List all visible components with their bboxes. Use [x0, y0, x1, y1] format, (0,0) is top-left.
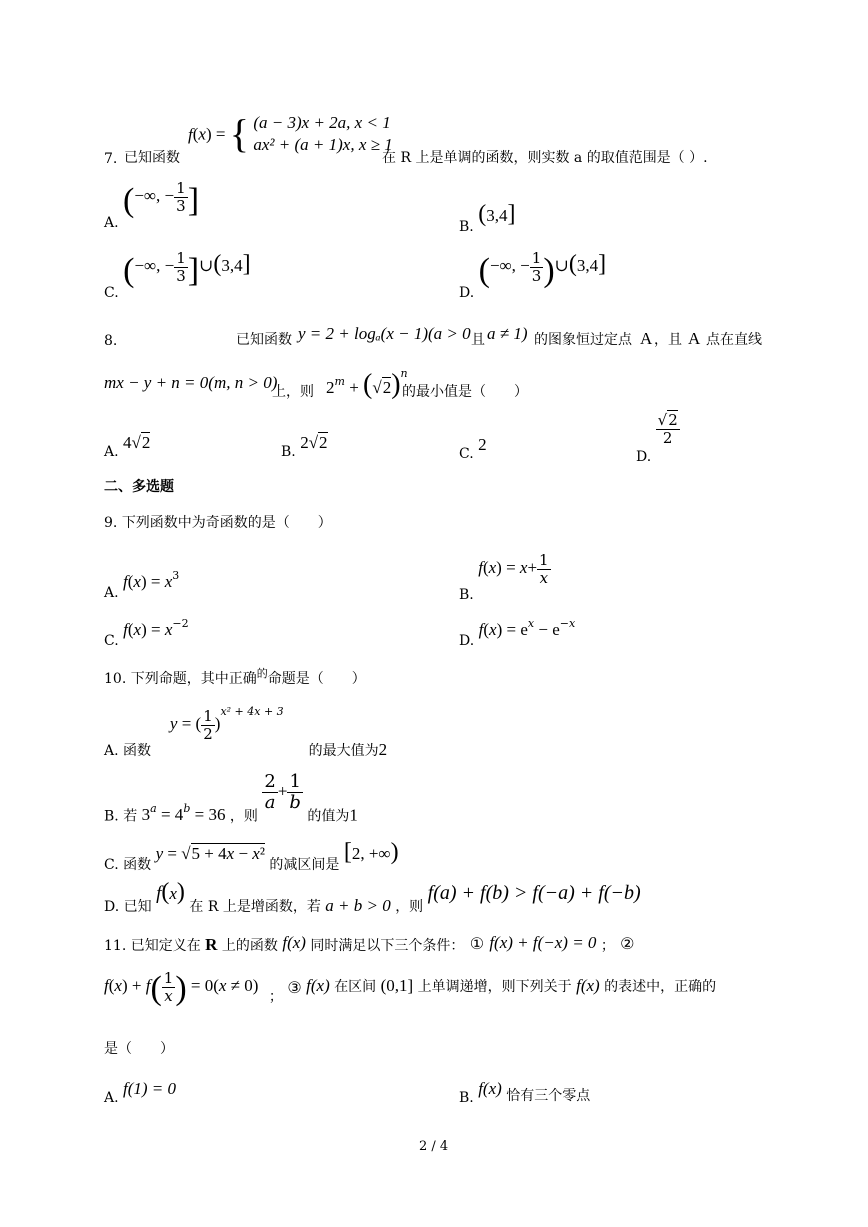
q8-option-c: C. 2 — [459, 435, 487, 462]
q10-option-d: D. 已知 f(x) 在 R 上是增函数，若 a + b > 0 ，则 f(a) + f(b) > f(−a) + f(−b) — [104, 879, 641, 915]
q8-cond2: a ≠ 1) — [487, 324, 528, 343]
q9-option-c: C. $f(x) = x^{-2}$ — [104, 617, 189, 649]
q7-option-d-label: D. — [459, 285, 475, 301]
q7-option-a-label: A. — [104, 215, 119, 231]
q7-option-b: B. (3,4] — [459, 201, 516, 235]
q9-stem: 9. 下列函数中为奇函数的是（ ） — [104, 515, 332, 531]
q9-option-a: A. $f(x) = x^3$ — [104, 569, 180, 601]
q8-point-a-2: A — [688, 329, 701, 348]
q11-stem-line2: f(x) + f( $\frac{1}{x}$ ) = 0(x ≠ 0) ； ③ f(x) 在区间 (0,1] 上单调递增，则下列关于 f(x) 的表述中，正确的 — [104, 969, 717, 1007]
q8-tail1: 的图象恒过定点 — [534, 332, 632, 348]
q11-option-b: B. f(x) 恰有三个零点 — [459, 1079, 591, 1106]
q7-tail: 在 R 上是单调的函数，则实数 a 的取值范围是（ ）. — [382, 150, 708, 166]
q10-option-a: A. 函数 y = ( $\frac{1}{2}$ )$^{x^2 + 4x + 3}$ 的最大值为2 — [104, 705, 388, 759]
q7-option-d: D. (−∞, − $\frac{1}{3}$ )∪(3,4] — [459, 249, 607, 301]
q8-cond: 且 — [471, 332, 485, 348]
q11-stem-line1: 11. 已知定义在 R 上的函数 f(x) 同时满足以下三个条件： ① f(x) + f(−x) = 0 ； ② — [104, 933, 635, 954]
q8-point-a: A — [640, 329, 653, 348]
q7-option-a: A. (−∞, − $\frac{1}{3}$ ] — [104, 179, 200, 231]
q8-line2b: 上，则 — [272, 384, 314, 400]
q10-stem: 10. 下列命题，其中正确$^的$命题是（ ） — [104, 667, 366, 687]
q8-tail3: 点在直线 — [706, 332, 762, 348]
q8-option-b: B. 2√2 — [281, 433, 328, 460]
q8-line2c: 的最小值是（ ） — [402, 384, 528, 400]
q7-option-b-label: B. — [459, 219, 474, 235]
q7-option-c: C. (−∞, − $\frac{1}{3}$ ]∪(3,4] — [104, 249, 251, 301]
q11-option-a: A. f(1) = 0 — [104, 1079, 177, 1106]
q8-function: y = 2 + logₐ(x − 1)(a > 0 — [298, 324, 471, 343]
q7-piecewise-function: f(x) = { (a − 3)x + 2a, x < 1 ax² + (a + 1)x, x ≥ 1 — [188, 111, 393, 156]
q8-intro: 已知函数 — [236, 332, 292, 348]
q8-option-d: D. $\frac{√2}{2}$ — [636, 411, 678, 465]
q8-expression: $2^m + (√2)^n$ — [326, 367, 408, 400]
q10-option-c: C. 函数 y = √5 + 4x − x² 的减区间是 [2, +∞) — [104, 839, 399, 873]
q7-piece-1: (a − 3)x + 2a, x < 1 — [253, 113, 391, 132]
q9-option-b: B. f(x) = x+ $\frac{1}{x}$ — [459, 551, 549, 603]
q7-intro: 已知函数 — [124, 150, 180, 166]
q7-piece-2: ax² + (a + 1)x, x ≥ 1 — [253, 135, 393, 154]
q11-stem-line3: 是（ ） — [104, 1041, 174, 1057]
q8-number: 8. — [104, 333, 118, 349]
page-number: 2 / 4 — [419, 1139, 449, 1154]
q9-option-d: D. $f(x) = e^x - e^{-x}$ — [459, 617, 576, 649]
section-title-multi-choice: 二、多选题 — [104, 479, 174, 495]
q8-option-a: A. 4√2 — [104, 433, 151, 460]
q7-number: 7. — [104, 151, 118, 167]
q8-line-equation: mx − y + n = 0(m, n > 0) — [104, 373, 278, 392]
q8-tail2: ，且 — [654, 332, 682, 348]
q10-option-b: B. 若 $3^a = 4^b = 36$ ，则 $\frac{2}{a}$ + $\frac{1}{b}$ 的值为1 — [104, 771, 358, 825]
q7-option-c-label: C. — [104, 285, 119, 301]
